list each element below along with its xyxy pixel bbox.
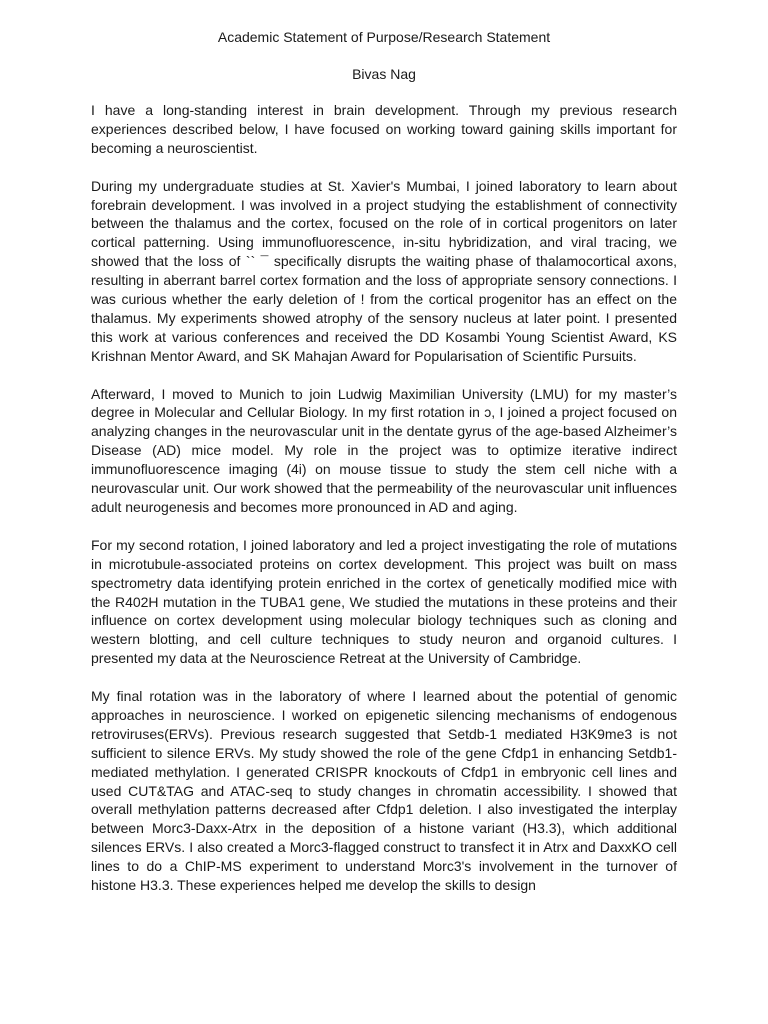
paragraph-masters-first-rotation: Afterward, I moved to Munich to join Ludwig Maximilian University (LMU) for my master’s degree in Molecular and Cellular Biology. In my first rotation in ɔ, I joined a project focused on analyzing changes in the neurovascular unit in the dentate gyrus of the age-based Alzheimer’s Disease (AD) mice model. My role in the project was to optimize iterative indirect immunofluorescence imaging (4i) on mouse tissue to study the stem cell niche with a neurovascular unit. Our work showed that the permeability of the neurovascular unit influences adult neurogenesis and becomes more pronounced in AD and aging. bbox=[91, 385, 677, 515]
author-name: Bivas Nag bbox=[352, 66, 416, 82]
document-title: Academic Statement of Purpose/Research Statement bbox=[217, 29, 551, 45]
paragraph-second-rotation: For my second rotation, I joined laboratory and led a project investigating the role of mutations in microtubule-associated proteins on cortex development. This project was built on mass spectrometry data identifying protein enriched in the cortex of genetically modified mice with the R402H mutation in the TUBA1 gene, We studied the mutations in these proteins and their influence on cortex development using molecular biology techniques such as cloning and western blotting, and cell culture techniques to study neuron and organoid cultures. I presented my data at the Neuroscience Retreat at the University of Cambridge. bbox=[91, 536, 677, 667]
paragraph-undergraduate: During my undergraduate studies at St. Xavier's Mumbai, I joined laboratory to learn about forebrain development. I was involved in a project studying the establishment of connectivity between the thalamus and the cortex, focused on the role of in cortical progenitors on later cortical patterning. Using immunofluorescence, in-situ hybridization, and viral tracing, we showed that the loss of `` ¯ specifically disrupts the waiting phase of thalamocortical axons, resulting in aberrant barrel cortex formation and the loss of appropriate sensory connections. I was curious whether the early deletion of ! from the cortical progenitor has an effect on the thalamus. My experiments showed atrophy of the sensory nucleus at later point. I presented this work at various conferences and received the DD Kosambi Young Scientist Award, KS Krishnan Mentor Award, and SK Mahajan Award for Popularisation of Scientific Pursuits. bbox=[91, 177, 677, 364]
paragraph-final-rotation: My final rotation was in the laboratory of where I learned about the potential of genomic approaches in neuroscience. I worked on epigenetic silencing mechanisms of endogenous retroviruses(ERVs). Previous research suggested that Setdb-1 mediated H3K9me3 is not sufficient to silence ERVs. My study showed the role of the gene Cfdp1 in enhancing Setdb1-mediated methylation. I generated CRISPR knockouts of Cfdp1 in embryonic cell lines and used CUT&TAG and ATAC-seq to study changes in chromatin accessibility. I showed that overall methylation patterns decreased after Cfdp1 deletion. I also investigated the interplay between Morc3-Daxx-Atrx in the deposition of a histone variant (H3.3), which additional silences ERVs. I also created a Morc3-flagged construct to transfect it in Atrx and DaxxKO cell lines to do a ChIP-MS experiment to understand Morc3's involvement in the turnover of histone H3.3. These experiences helped me develop the skills to design bbox=[91, 688, 677, 894]
document-body bbox=[91, 101, 677, 895]
paragraph-intro: I have a long-standing interest in brain development. Through my previous research experiences described below, I have focused on working toward gaining skills important for becoming a neuroscientist. bbox=[91, 102, 677, 156]
